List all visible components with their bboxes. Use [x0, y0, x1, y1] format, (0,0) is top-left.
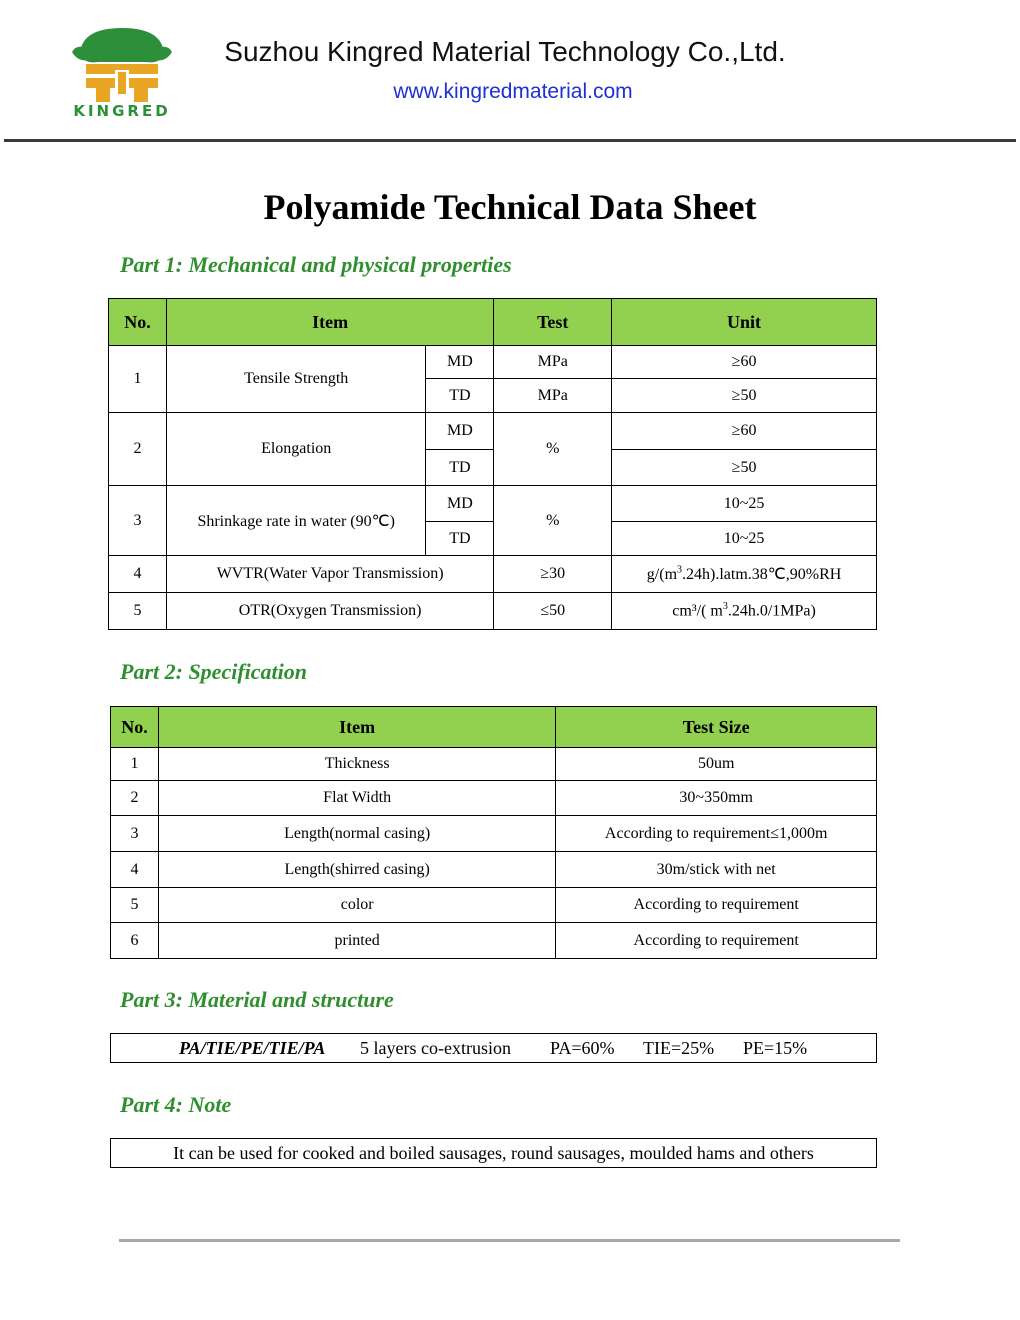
pa-percentage: PA=60%: [550, 1038, 615, 1058]
part3-heading: Part 3: Material and structure: [120, 987, 394, 1012]
row-no: 3: [109, 486, 167, 556]
row-unit: ≥50: [612, 379, 877, 413]
header-no: No.: [111, 707, 159, 748]
mechanical-properties-table: [108, 298, 877, 630]
row-test: ≥30: [494, 556, 612, 593]
unit-prefix: cm³/( m: [672, 602, 723, 620]
tie-percentage: TIE=25%: [643, 1038, 715, 1058]
row-no: 2: [109, 413, 167, 486]
row-item: printed: [158, 923, 555, 959]
table-row: [109, 486, 877, 522]
direction-td: TD: [426, 450, 494, 486]
row-item: Length(normal casing): [158, 816, 555, 852]
row-no: 5: [111, 888, 159, 923]
header-item: Item: [158, 707, 555, 748]
row-item: OTR(Oxygen Transmission): [166, 593, 493, 630]
footer-divider: [119, 1239, 900, 1242]
logo-wordmark: KINGRED: [73, 102, 171, 120]
row-size: According to requirement: [556, 888, 877, 923]
row-no: 2: [111, 781, 159, 816]
document-title: Polyamide Technical Data Sheet: [263, 187, 757, 227]
row-item: Shrinkage rate in water (90℃): [166, 486, 426, 556]
row-size: 50um: [556, 748, 877, 781]
part1-heading: Part 1: Mechanical and physical properties: [120, 252, 512, 277]
header-test: Test: [494, 299, 612, 346]
row-unit: ≥60: [612, 346, 877, 379]
row-item: Length(shirred casing): [158, 852, 555, 888]
company-website-link[interactable]: www.kingredmaterial.com: [393, 80, 633, 103]
table-header-row: [111, 707, 877, 748]
table-row: [109, 593, 877, 630]
row-item: Tensile Strength: [166, 346, 426, 413]
row-test: MPa: [494, 346, 612, 379]
unit-suffix: .24h).latm.38℃,90%RH: [682, 566, 842, 583]
row-size: According to requirement≤1,000m: [556, 816, 877, 852]
process-description: 5 layers co-extrusion: [360, 1038, 511, 1058]
unit-suffix: .24h.0/1MPa): [727, 602, 816, 620]
table-row: [111, 748, 877, 781]
header-divider: [4, 139, 1016, 142]
row-no: 3: [111, 816, 159, 852]
row-no: 4: [111, 852, 159, 888]
company-name: Suzhou Kingred Material Technology Co.,Ltd.: [224, 36, 786, 67]
direction-md: MD: [426, 346, 494, 379]
row-item: Thickness: [158, 748, 555, 781]
header-test-size: Test Size: [556, 707, 877, 748]
row-test: %: [494, 413, 612, 486]
row-item: WVTR(Water Vapor Transmission): [166, 556, 493, 593]
row-no: 6: [111, 923, 159, 959]
table-row: [111, 816, 877, 852]
row-unit: [612, 556, 877, 593]
row-no: 4: [109, 556, 167, 593]
row-unit: 10~25: [612, 522, 877, 556]
table-row: [111, 888, 877, 923]
pe-percentage: PE=15%: [743, 1038, 808, 1058]
row-no: 1: [111, 748, 159, 781]
row-item: Flat Width: [158, 781, 555, 816]
table-row: [111, 781, 877, 816]
row-no: 5: [109, 593, 167, 630]
material-structure-box: [110, 1033, 877, 1063]
row-size: 30~350mm: [556, 781, 877, 816]
direction-td: TD: [426, 379, 494, 413]
direction-td: TD: [426, 522, 494, 556]
row-unit: [612, 593, 877, 630]
table-row: [109, 346, 877, 379]
layer-structure: PA/TIE/PE/TIE/PA: [179, 1038, 326, 1058]
unit-superscript: 3: [722, 601, 728, 613]
unit-prefix: g/(m: [646, 566, 678, 583]
direction-md: MD: [426, 413, 494, 450]
row-test: ≤50: [494, 593, 612, 630]
table-row: [109, 413, 877, 450]
table-row: [111, 923, 877, 959]
table-row: [109, 556, 877, 593]
header-item: Item: [166, 299, 493, 346]
row-unit: ≥60: [612, 413, 877, 450]
header-unit: Unit: [612, 299, 877, 346]
row-test: MPa: [494, 379, 612, 413]
row-item: Elongation: [166, 413, 426, 486]
direction-md: MD: [426, 486, 494, 522]
row-item: color: [158, 888, 555, 923]
row-test: %: [494, 486, 612, 556]
specification-table: [110, 706, 877, 959]
header-no: No.: [109, 299, 167, 346]
unit-superscript: 3: [677, 564, 683, 576]
row-unit: ≥50: [612, 450, 877, 486]
part2-heading: Part 2: Specification: [120, 659, 307, 684]
table-row: [111, 852, 877, 888]
note-text: It can be used for cooked and boiled sausages, round sausages, moulded hams and others: [110, 1138, 877, 1168]
row-size: 30m/stick with net: [556, 852, 877, 888]
row-no: 1: [109, 346, 167, 413]
part4-heading: Part 4: Note: [120, 1092, 232, 1117]
row-unit: 10~25: [612, 486, 877, 522]
row-size: According to requirement: [556, 923, 877, 959]
table-header-row: [109, 299, 877, 346]
